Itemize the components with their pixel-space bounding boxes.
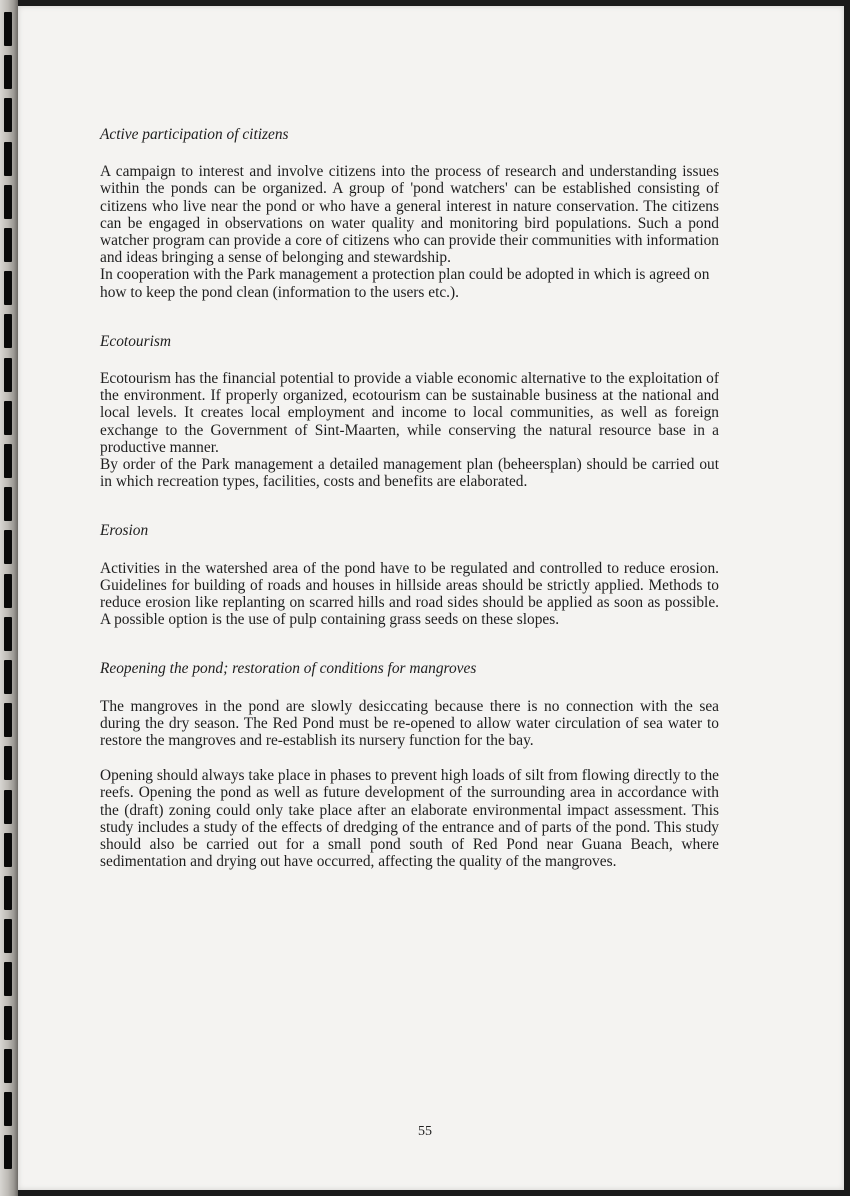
- paragraph: A campaign to interest and involve citizens into the process of research and understanding issues within the ponds can be organized. A group of 'pond watchers' can be established consisting of citizens who live near the pond or who have a general interest in nature conservation. The citizens can be engaged in observations on water quality and monitoring bird populations. Such a pond watcher program can provide a core of citizens who can provide their communities with information and ideas bringing a sense of belonging and stewardship.: [100, 163, 719, 267]
- section-reopening-pond: [100, 660, 719, 870]
- binding-hole: [4, 1135, 12, 1169]
- binding-hole: [4, 790, 12, 824]
- section-heading: Erosion: [100, 522, 149, 540]
- binding-hole: [4, 98, 12, 132]
- binding-hole: [4, 487, 12, 521]
- section-erosion: [100, 522, 719, 628]
- paragraph: Activities in the watershed area of the pond have to be regulated and controlled to reduce erosion. Guidelines for building of roads and houses in hillside areas should be strictly applied. Methods to reduce erosion like replanting on scarred hills and road sides should be applied as soon as possible. A possible option is the use of pulp containing grass seeds on these slopes.: [100, 559, 719, 629]
- binding-hole: [4, 833, 12, 867]
- binding-hole: [4, 1049, 12, 1083]
- section-heading: Reopening the pond; restoration of conditions for mangroves: [100, 660, 477, 678]
- binding-hole: [4, 746, 12, 780]
- binding-hole: [4, 142, 12, 176]
- section-ecotourism: [100, 333, 719, 491]
- binding-hole: [4, 574, 12, 608]
- binding-hole: [4, 1006, 12, 1040]
- binding-hole: [4, 1092, 12, 1126]
- paragraph: Ecotourism has the financial potential to provide a viable economic alternative to the exploitation of the environment. If properly organized, ecotourism can be sustainable business at the national and local levels. It creates local employment and income to local communities, as well as foreign exchange to the Government of Sint-Maarten, while conserving the natural resource base in a productive manner.: [100, 370, 719, 456]
- binding-hole: [4, 530, 12, 564]
- binding-hole: [4, 358, 12, 392]
- paragraph: In cooperation with the Park management a protection plan could be adopted in which is agreed on how to keep the pond clean (information to the users etc.).: [100, 266, 710, 301]
- page-content: [100, 126, 719, 903]
- binding-hole: [4, 271, 12, 305]
- section-active-participation: [100, 126, 719, 301]
- paragraph: By order of the Park management a detailed management plan (beheersplan) should be carried out in which recreation types, facilities, costs and benefits are elaborated.: [100, 456, 719, 491]
- paragraph: The mangroves in the pond are slowly desiccating because there is no connection with the sea during the dry season. The Red Pond must be re-opened to allow water circulation of sea water to restore the mangroves and re-establish its nursery function for the bay.: [100, 697, 719, 750]
- binding-hole: [4, 660, 12, 694]
- binding-hole: [4, 185, 12, 219]
- binding-hole: [4, 876, 12, 910]
- section-heading: Ecotourism: [100, 332, 171, 350]
- binding-hole: [4, 617, 12, 651]
- binding-hole: [4, 962, 12, 996]
- binding-hole: [4, 401, 12, 435]
- binding-hole: [4, 444, 12, 478]
- binding-hole: [4, 314, 12, 348]
- binding-hole: [4, 228, 12, 262]
- paragraph-gap: [100, 749, 719, 767]
- binding-hole: [4, 55, 12, 89]
- binding-hole: [4, 919, 12, 953]
- paragraph: Opening should always take place in phases to prevent high loads of silt from flowing directly to the reefs. Opening the pond as well as future development of the surrounding area in accordance with the (draft) zoning could only take place after an elaborate environmental impact assessment. This study includes a study of the effects of dredging of the entrance and of parts of the pond. This study should also be carried out for a small pond south of Red Pond near Guana Beach, where sedimentation and drying out have occurred, affecting the quality of the mangroves.: [100, 767, 719, 871]
- binding-hole: [4, 703, 12, 737]
- binding-hole: [4, 12, 12, 46]
- page-number: 55: [418, 1124, 432, 1139]
- section-heading: Active participation of citizens: [100, 126, 289, 143]
